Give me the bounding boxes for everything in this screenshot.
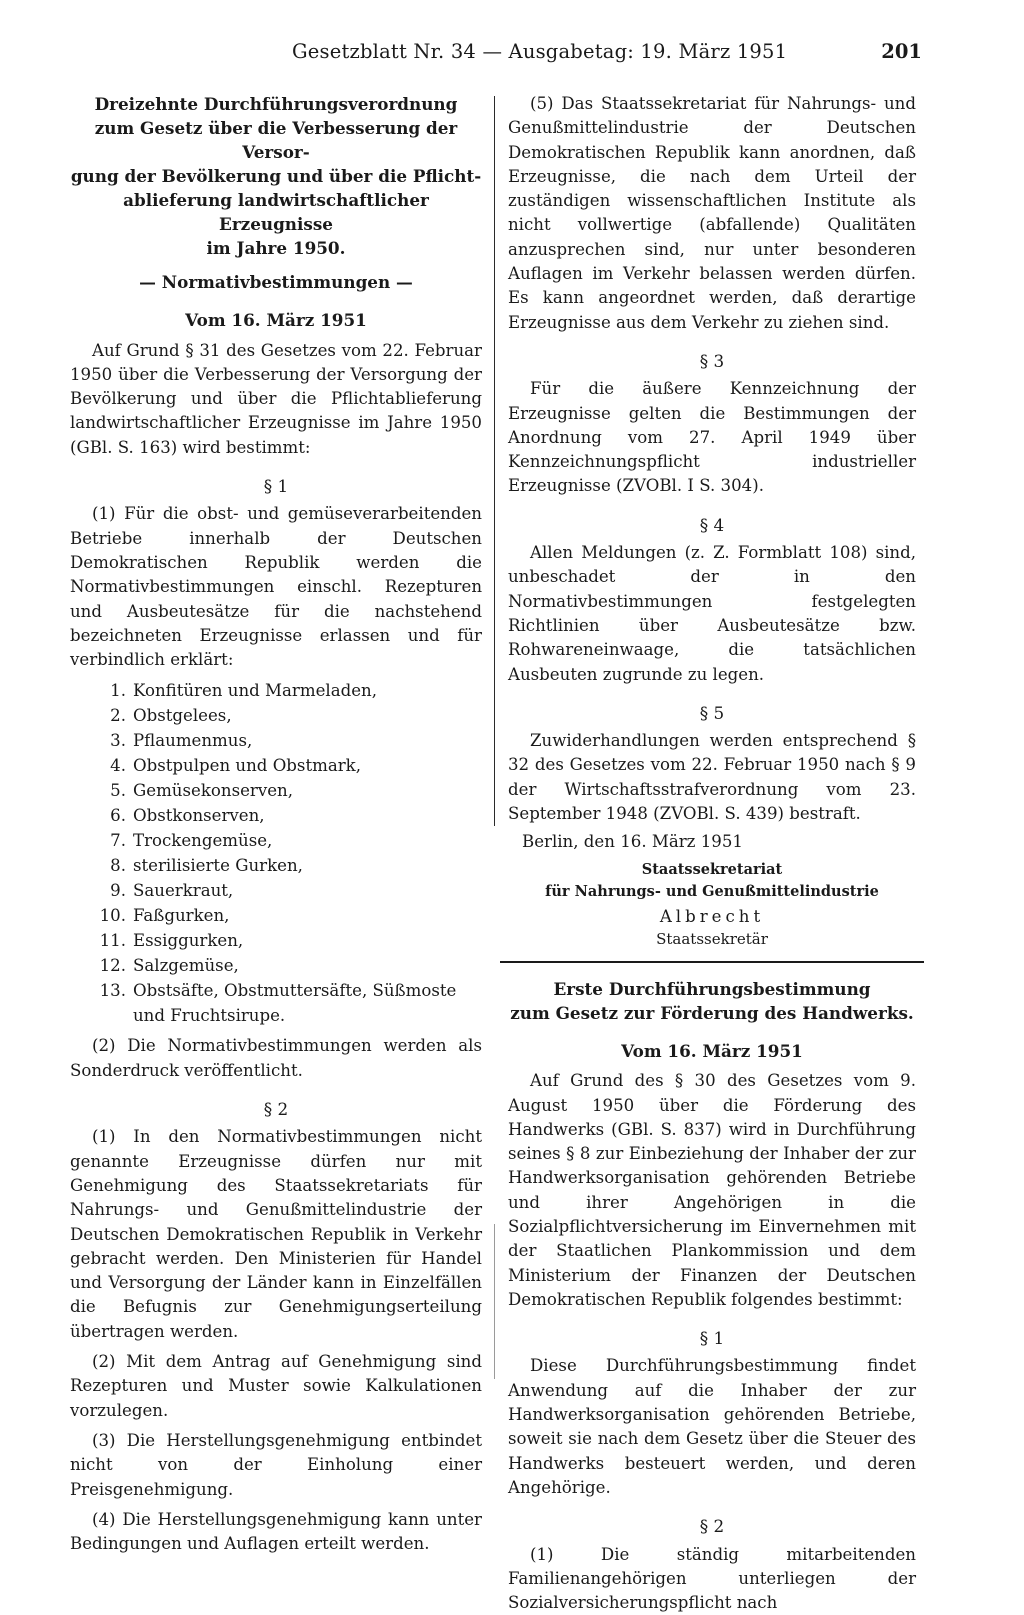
intro-paragraph: Auf Grund § 31 des Gesetzes vom 22. Februar 1950 über die Verbesserung der Versorgung der Bevölkerung und über die Pflichtablieferung landwirtschaftlicher Erzeugnisse im Jahre 1950 (GBl. S. 163) wird bestimmt: bbox=[70, 340, 482, 457]
right-column bbox=[508, 92, 916, 1615]
regulation-section-2-para-1: (1) Die ständig mitarbeitenden Familienangehörigen unterliegen der Sozialversicherungspflicht nach bbox=[508, 1544, 916, 1613]
list-item: 3. Pflaumenmus, bbox=[110, 731, 253, 751]
list-item: 6. Obstkonserven, bbox=[110, 806, 265, 826]
section-3-heading: § 3 bbox=[699, 350, 725, 371]
title-line: zum Gesetz zur Förderung des Handwerks. bbox=[510, 1002, 914, 1023]
section-5-heading: § 5 bbox=[699, 702, 725, 723]
product-list bbox=[70, 678, 482, 1028]
header-title: Gesetzblatt Nr. 34 — Ausgabetag: 19. März 1951 bbox=[292, 40, 788, 63]
title-line: ablieferung landwirtschaftlicher Erzeugnisse bbox=[123, 190, 429, 234]
section-2-heading: § 2 bbox=[263, 1099, 289, 1120]
section-2-para-5: (5) Das Staatssekretariat für Nahrungs- und Genußmittelindustrie der Deutschen Demokratischen Republik kann anordnen, daß Erzeugnisse, die nach dem Urteil der zuständigen wissenschaftlichen Institute als nicht vollwertige (abfallende) Qualitäten anzusprechen sind, nur unter besonderen Auflagen im Verkehr belassen werden dürfen. Es kann angeordnet werden, daß derartige Erzeugnisse aus dem Verkehr zu ziehen sind. bbox=[508, 94, 916, 332]
section-divider-rule bbox=[500, 961, 924, 963]
title-line: Dreizehnte Durchführungsverordnung bbox=[94, 94, 458, 114]
list-item: 8. sterilisierte Gurken, bbox=[110, 856, 303, 876]
section-1-para-2: (2) Die Normativbestimmungen werden als Sonderdruck veröffentlicht. bbox=[70, 1036, 482, 1080]
place-and-date: Berlin, den 16. März 1951 bbox=[522, 832, 743, 852]
list-item: 12. Salzgemüse, bbox=[99, 956, 239, 976]
regulation-intro: Auf Grund des § 30 des Gesetzes vom 9. August 1950 über die Förderung des Handwerks (GBl. S. 837) wird in Durchführung seines § 8 zur Einbeziehung der Inhaber der zur Handwerksorganisation gehörenden Betriebe und ihrer Angehörigen in die Sozialpflichtversicherung im Einvernehmen mit der Staatlichen Plankommission und dem Ministerium der Finanzen der Deutschen Demokratischen Republik folgendes bestimmt: bbox=[508, 1071, 916, 1309]
title-line: im Jahre 1950. bbox=[206, 238, 346, 258]
title-line: Erste Durchführungsbestimmung bbox=[553, 978, 871, 999]
title-line: zum Gesetz über die Verbesserung der Versor- bbox=[94, 118, 458, 162]
regulation-section-1-heading: § 1 bbox=[699, 1328, 725, 1349]
list-item: 1. Konfitüren und Marmeladen, bbox=[110, 681, 378, 701]
regulation-date: Vom 16. März 1951 bbox=[621, 1040, 803, 1061]
section-2-para-1: (1) In den Normativbestimmungen nicht genannte Erzeugnisse dürfen nur mit Genehmigung des Staatssekretariats für Nahrungs- und Genußmittelindustrie der Deutschen Demokratischen Republik in Verkehr gebracht werden. Den Ministerien für Handel und Versorgung der Länder kann in Einzelfällen die Befugnis zur Genehmigungserteilung übertragen werden. bbox=[70, 1127, 482, 1341]
list-item: 7. Trockengemüse, bbox=[110, 831, 273, 851]
column-divider bbox=[494, 96, 495, 826]
signatory-org-line: für Nahrungs- und Genußmittelindustrie bbox=[545, 882, 879, 900]
page-number: 201 bbox=[881, 40, 922, 63]
section-1-para-1: (1) Für die obst- und gemüseverarbeitenden Betriebe innerhalb der Deutschen Demokratischen Republik werden die Normativbestimmungen einschl. Rezepturen und Ausbeutesätze für die nachstehend bezeichneten Erzeugnisse erlassen und für verbindlich erklärt: bbox=[70, 504, 482, 670]
list-item: 13. Obstsäfte, Obstmuttersäfte, Süßmoste und Fruchtsirupe. bbox=[99, 981, 457, 1026]
regulation-section-2-heading: § 2 bbox=[699, 1516, 725, 1537]
list-item: 9. Sauerkraut, bbox=[110, 881, 234, 901]
list-item: 4. Obstpulpen und Obstmark, bbox=[110, 756, 362, 776]
list-item: 5. Gemüsekonserven, bbox=[110, 781, 293, 801]
ordinance-title bbox=[70, 92, 482, 260]
signatory-role: Staatssekretär bbox=[656, 929, 768, 948]
section-2-para-4: (4) Die Herstellungsgenehmigung kann unter Bedingungen und Auflagen erteilt werden. bbox=[70, 1509, 482, 1554]
list-item: 11. Essiggurken, bbox=[99, 931, 244, 951]
ordinance-subtitle: — Normativbestimmungen — bbox=[139, 272, 413, 292]
section-5-para: Zuwiderhandlungen werden entsprechend § 32 des Gesetzes vom 22. Februar 1950 nach § 9 der Wirtschaftsstrafverordnung vom 23. September 1948 (ZVOBl. S. 439) bestraft. bbox=[508, 731, 916, 824]
page-header bbox=[262, 36, 922, 70]
section-4-para: Allen Meldungen (z. Z. Formblatt 108) sind, unbeschadet der in den Normativbestimmungen festgelegten Richtlinien über Ausbeutesätze bzw. Rohwareneinwaage, die tatsächlichen Ausbeuten zugrunde zu legen. bbox=[508, 543, 916, 684]
list-item: 2. Obstgelees, bbox=[110, 706, 232, 726]
section-4-heading: § 4 bbox=[699, 514, 725, 535]
section-1-heading: § 1 bbox=[263, 476, 289, 497]
ordinance-date: Vom 16. März 1951 bbox=[185, 310, 367, 331]
regulation-section-1-para: Diese Durchführungsbestimmung findet Anwendung auf die Inhaber der zur Handwerksorganisation gehörenden Betriebe, soweit sie nach dem Gesetz über die Steuer des Handwerks besteuert werden, und deren Angehörige. bbox=[508, 1356, 916, 1497]
section-2-para-3: (3) Die Herstellungsgenehmigung entbindet nicht von der Einholung einer Preisgenehmigung. bbox=[70, 1430, 482, 1499]
section-3-para: Für die äußere Kennzeichnung der Erzeugnisse gelten die Bestimmungen der Anordnung vom 27. April 1949 über Kennzeichnungspflicht industrieller Erzeugnisse (ZVOBl. I S. 304). bbox=[508, 379, 916, 496]
regulation-title bbox=[508, 977, 916, 1025]
section-2-para-2: (2) Mit dem Antrag auf Genehmigung sind Rezepturen und Muster sowie Kalkulationen vorzulegen. bbox=[70, 1352, 482, 1420]
column-divider-lower bbox=[494, 1224, 495, 1379]
signatory-org-line: Staatssekretariat bbox=[641, 860, 783, 878]
title-line: gung der Bevölkerung und über die Pflicht- bbox=[70, 166, 482, 186]
left-column bbox=[70, 92, 482, 1556]
signatory-organization bbox=[508, 859, 916, 903]
signatory-name: Albrecht bbox=[659, 906, 765, 926]
list-item: 10. Faßgurken, bbox=[99, 906, 230, 926]
